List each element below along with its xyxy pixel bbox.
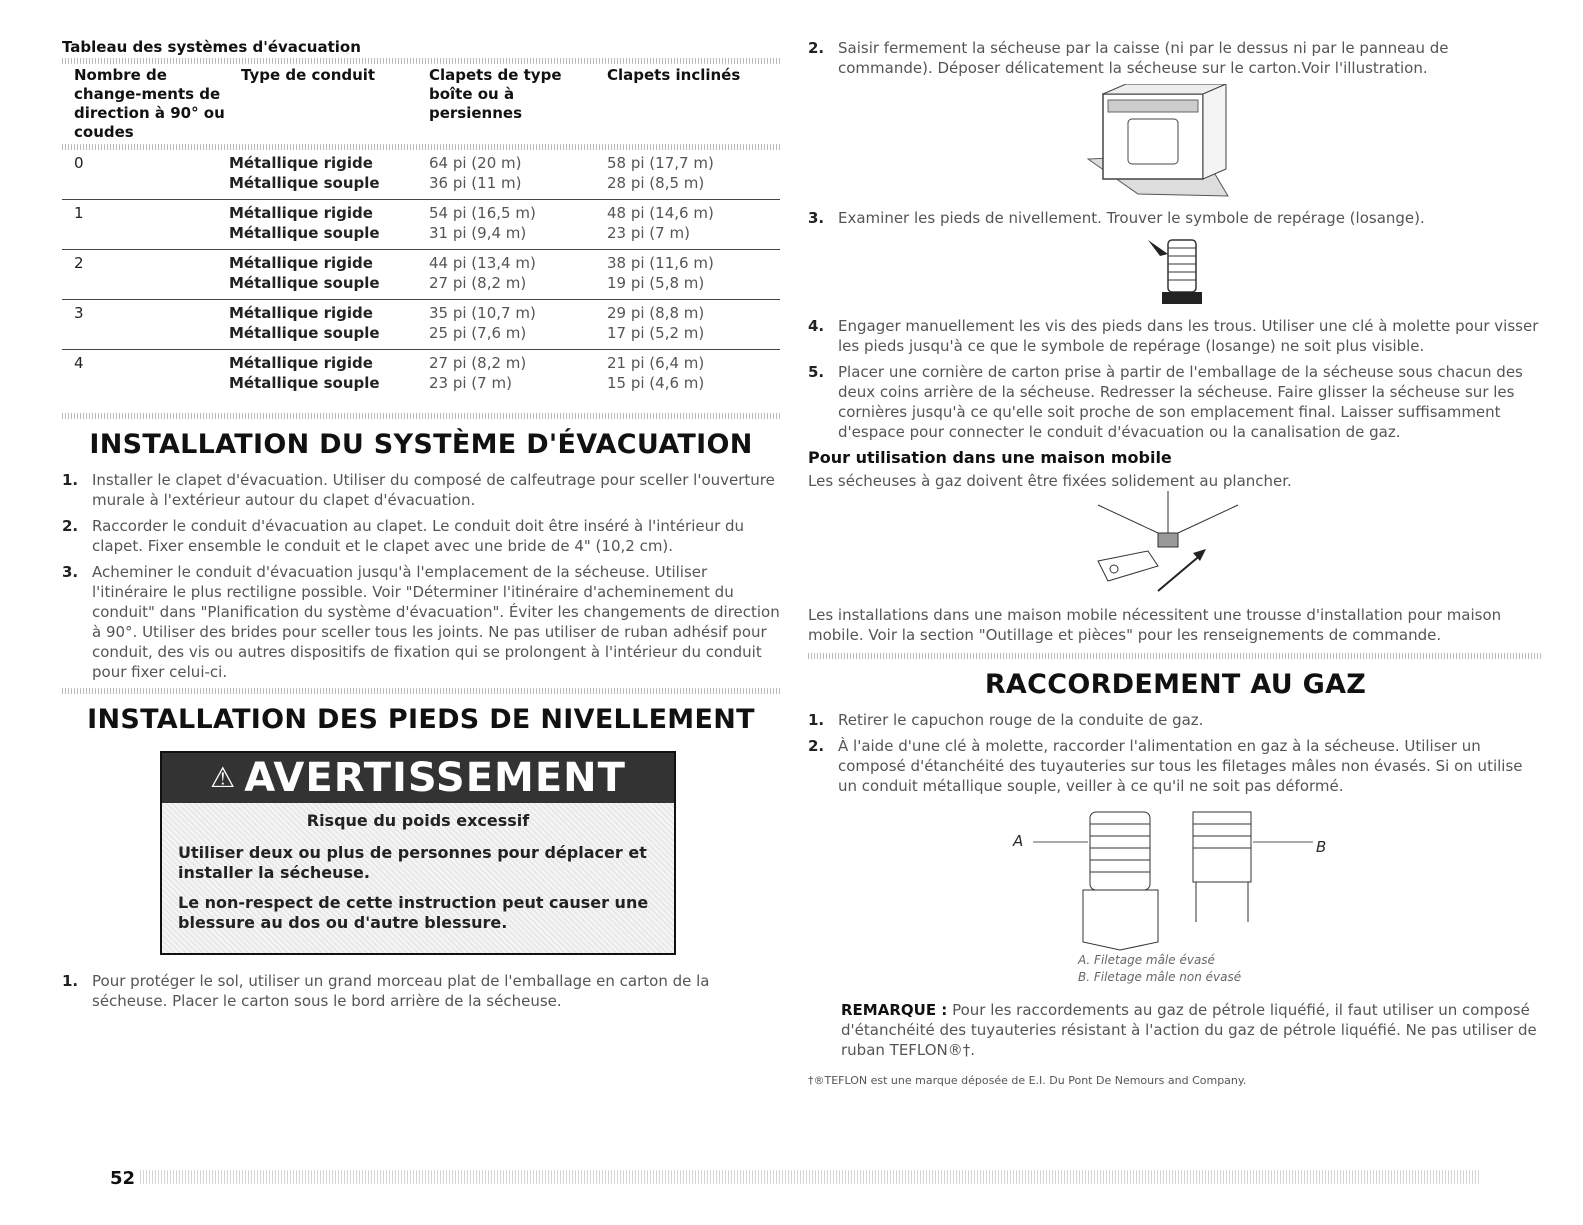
section-title-feet: INSTALLATION DES PIEDS DE NIVELLEMENT [87,704,755,735]
arrow-icon [1148,240,1168,256]
mobile-home-bracket-illustration [808,491,1543,601]
col-header: Type de conduit [241,66,376,84]
step-text: Raccorder le conduit d'évacuation au clapet. Le conduit doit être inséré à l'intérieur du clapet. Fixer ensemble le conduit et le clapet avec une bride de 4" (10,2 cm). [92,517,745,555]
duct-type: Métallique rigide [229,154,373,172]
elbow-count: 4 [74,354,84,372]
angled-length: 28 pi (8,5 m) [607,174,705,192]
duct-type: Métallique souple [229,174,380,192]
section-title-gas: RACCORDEMENT AU GAZ [984,669,1367,700]
list-item: 5. Placer une cornière de carton prise à partir de l'emballage de la sécheuse sous chacun des deux coins arrière de la sécheuse. Redresser la sécheuse. Faire glisser la sécheuse sur les cornières jusqu'à ce qu'elle soit proche de son emplacement final. Laisser suffisamment d'espace pour connecter le conduit d'évacuation ou la canalisation de gaz. [808,363,1523,441]
elbow-count: 0 [62,150,229,200]
caption-b: B. Filetage mâle non évasé [1078,970,1242,984]
duct-type: Métallique rigide [229,304,373,322]
angled-length: 21 pi (6,4 m) [607,354,705,372]
step-text: Placer une cornière de carton prise à partir de l'emballage de la sécheuse sous chacun des deux coins arrière de la sécheuse. Redresser la sécheuse. Faire glisser la sécheuse sur les cornières jusqu'à ce qu'elle soit proche de son emplacement final. Laisser suffisamment d'espace pour connecter le conduit d'évacuation ou la canalisation de gaz. [838,363,1523,441]
step-text: Acheminer le conduit d'évacuation jusqu'à l'emplacement de la sécheuse. Utiliser l'itinéraire le plus rectiligne possible. Voir "Déterminer l'itinéraire d'acheminement du conduit" dans "Planification du système d'évacuation". Éviter les changements de direction à 90°. Utiliser des brides pour sceller tous les joints. Ne pas utiliser de ruban adhésif pour conduit, des vis ou autres dispositifs de fixation qui se prolongent à l'intérieur du conduit pour fixer celui-ci. [92,563,780,681]
divider [62,688,780,694]
warning-risk: Risque du poids excessif [306,811,530,830]
bottom-bar [140,1170,1480,1184]
step-text: Installer le clapet d'évacuation. Utiliser du composé de calfeutrage pour sceller l'ouverture murale à l'extérieur autour du clapet d'évacuation. [92,471,775,509]
table-row [62,250,780,300]
fittings-illustration [808,802,1543,952]
divider [808,653,1543,659]
duct-type: Métallique souple [229,224,380,242]
table-row [62,200,780,250]
footnote: †®TEFLON est une marque déposée de E.I. Du Pont De Nemours and Company. [808,1074,1247,1087]
duct-type: Métallique souple [229,324,380,342]
box-length: 23 pi (7 m) [429,374,512,392]
list-item: 4. Engager manuellement les vis des pieds dans les trous. Utiliser une clé à molette pour visser les pieds jusqu'à ce que le symbole de repérage (losange) ne soit plus visible. [808,317,1539,355]
list-item: 2. À l'aide d'une clé à molette, raccorder l'alimentation en gaz à la sécheuse. Utiliser un composé d'étanchéité des tuyauteries sur tous les filetages mâles non évasés. Si on utilise un conduit métallique souple, veiller à ce qu'il ne soit pas déformé. [808,737,1523,795]
feet-steps-cont3 [808,316,1543,442]
label-a: A [1013,832,1024,850]
box-length: 31 pi (9,4 m) [429,224,527,242]
angled-length: 23 pi (7 m) [607,224,690,242]
box-length: 54 pi (16,5 m) [429,204,536,222]
warning-line: Utiliser deux ou plus de personnes pour déplacer et installer la sécheuse. [178,843,647,882]
vent-table [62,64,780,399]
box-length: 35 pi (10,7 m) [429,304,536,322]
angled-length: 15 pi (4,6 m) [607,374,705,392]
duct-type: Métallique rigide [229,204,373,222]
mobile-home-text: Les sécheuses à gaz doivent être fixées solidement au plancher. [808,472,1292,490]
label-b: B [1316,838,1327,856]
angled-length: 58 pi (17,7 m) [607,154,714,172]
feet-steps-cont [808,38,1543,78]
list-item: 3. Acheminer le conduit d'évacuation jusqu'à l'emplacement de la sécheuse. Utiliser l'itinéraire le plus rectiligne possible. Voir "Déterminer l'itinéraire d'acheminement du conduit" dans "Planification du système d'évacuation". Éviter les changements de direction à 90°. Utiliser des brides pour sceller tous les joints. Ne pas utiliser de ruban adhésif pour conduit, des vis ou autres dispositifs de fixation qui se prolongent à l'intérieur du conduit pour fixer celui-ci. [62,563,780,681]
remark-text: Pour les raccordements au gaz de pétrole liquéfié, il faut utiliser un composé d'étanchéité des tuyauteries résistant à l'action du gaz de pétrole liquéfié. Ne pas utiliser de ruban TEFLON®†. [841,1001,1537,1059]
box-length: 64 pi (20 m) [429,154,522,172]
warning-line: Le non-respect de cette instruction peut causer une blessure au dos ou d'autre blessure. [178,893,649,932]
box-length: 27 pi (8,2 m) [429,274,527,292]
warning-box [160,751,676,955]
mobile-home-title: Pour utilisation dans une maison mobile [808,448,1172,467]
step-text: Saisir fermement la sécheuse par la caisse (ni par le dessus ni par le panneau de commande). Déposer délicatement la sécheuse sur le carton.Voir l'illustration. [838,39,1449,77]
table-row [62,300,780,350]
step-text: Engager manuellement les vis des pieds dans les trous. Utiliser une clé à molette pour visser les pieds jusqu'à ce que le symbole de repérage (losange) ne soit plus visible. [838,317,1539,355]
box-length: 27 pi (8,2 m) [429,354,527,372]
vent-steps [62,470,780,682]
feet-steps [62,971,780,1011]
col-header: Clapets inclinés [607,66,741,84]
list-item: 2. Saisir fermement la sécheuse par la caisse (ni par le dessus ni par le panneau de commande). Déposer délicatement la sécheuse sur le carton.Voir l'illustration. [808,39,1449,77]
angled-length: 29 pi (8,8 m) [607,304,705,322]
warning-title: AVERTISSEMENT [244,755,626,801]
list-item: 1. Pour protéger le sol, utiliser un grand morceau plat de l'emballage en carton de la sécheuse. Placer le carton sous le bord arrière de la sécheuse. [62,972,710,1010]
box-length: 25 pi (7,6 m) [429,324,527,342]
step-text: Examiner les pieds de nivellement. Trouver le symbole de repérage (losange). [838,209,1425,227]
elbow-count: 1 [62,200,229,250]
elbow-count: 3 [62,300,229,350]
angled-length: 48 pi (14,6 m) [607,204,714,222]
divider [62,413,780,419]
left-column [62,38,780,1017]
table-title: Tableau des systèmes d'évacuation [62,38,361,56]
leveling-leg-illustration [808,234,1543,312]
list-item: 1. Retirer le capuchon rouge de la conduite de gaz. [808,711,1204,729]
angled-length: 38 pi (11,6 m) [607,254,714,272]
remark [841,1000,1543,1060]
section-title-vent: INSTALLATION DU SYSTÈME D'ÉVACUATION [89,429,753,460]
warning-header [162,753,674,803]
list-item: 1. Installer le clapet d'évacuation. Utiliser du composé de calfeutrage pour sceller l'ouverture murale à l'extérieur autour du clapet d'évacuation. [62,471,775,509]
list-item: 2. Raccorder le conduit d'évacuation au clapet. Le conduit doit être inséré à l'intérieur du clapet. Fixer ensemble le conduit et le clapet avec une bride de 4" (10,2 cm). [62,517,745,555]
duct-type: Métallique rigide [229,354,373,372]
duct-type: Métallique rigide [229,254,373,272]
box-length: 36 pi (11 m) [429,174,522,192]
page-number: 52 [110,1168,136,1189]
step-text: Retirer le capuchon rouge de la conduite de gaz. [838,711,1204,729]
col-header: Clapets de type boîte ou à persiennes [429,66,562,122]
box-length: 44 pi (13,4 m) [429,254,536,272]
step-text: Pour protéger le sol, utiliser un grand morceau plat de l'emballage en carton de la sécheuse. Placer le carton sous le bord arrière de la sécheuse. [92,972,710,1010]
table-row [62,350,780,400]
elbow-count: 2 [62,250,229,300]
angled-length: 19 pi (5,8 m) [607,274,705,292]
duct-type: Métallique souple [229,374,380,392]
list-item: 3. Examiner les pieds de nivellement. Trouver le symbole de repérage (losange). [808,209,1425,227]
caption-a: A. Filetage mâle évasé [1078,953,1215,967]
step-text: À l'aide d'une clé à molette, raccorder l'alimentation en gaz à la sécheuse. Utiliser un composé d'étanchéité des tuyauteries sur tous les filetages mâles non évasés. Si on utilise un conduit métallique souple, veiller à ce qu'il ne soit pas déformé. [838,737,1523,795]
table-row [62,150,780,200]
feet-steps-cont2 [808,208,1543,228]
col-header: Nombre de change-ments de direction à 90° ou coudes [74,66,225,141]
angled-length: 17 pi (5,2 m) [607,324,705,342]
dryer-on-carton-illustration [808,84,1543,204]
warning-triangle-icon: ⚠ [210,761,237,794]
gas-steps [808,710,1543,796]
duct-type: Métallique souple [229,274,380,292]
right-column [808,38,1543,1087]
remark-label: REMARQUE : [841,1001,948,1019]
mobile-home-text2: Les installations dans une maison mobile nécessitent une trousse d'installation pour maison mobile. Voir la section "Outillage et pièces" pour les renseignements de commande. [808,606,1502,644]
